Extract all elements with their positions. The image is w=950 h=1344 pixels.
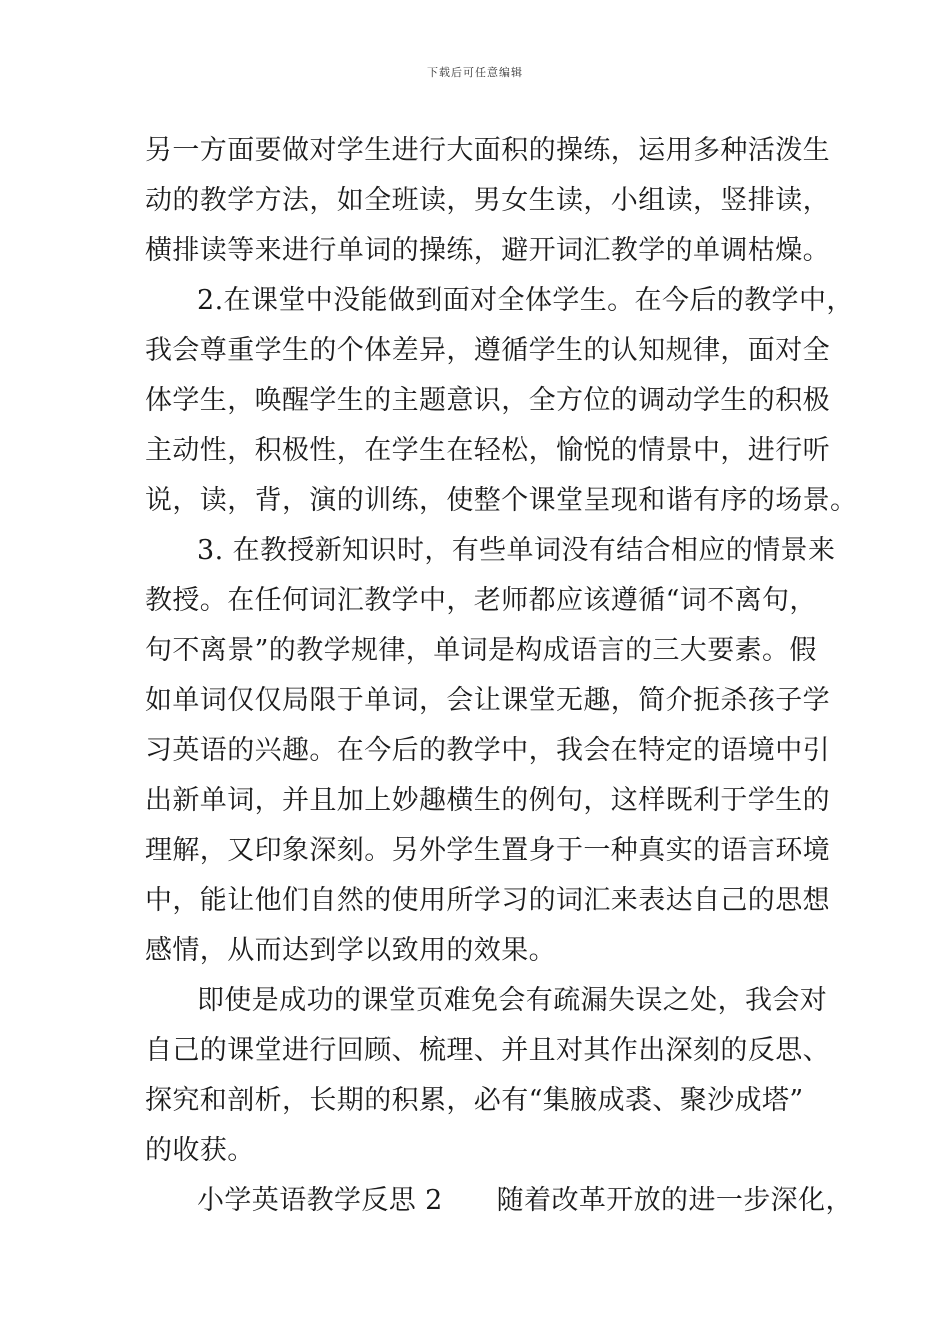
text-line: 动的教学方法，如全班读，男女生读，小组读，竖排读， xyxy=(145,185,830,216)
text-line: 探究和剖析，长期的积累，必有“集腋成裘、聚沙成塔” xyxy=(145,1085,804,1116)
text-line: 自己的课堂进行回顾、梳理、并且对其作出深刻的反思、 xyxy=(145,1035,830,1066)
page-header: 下载后可任意编辑 xyxy=(427,66,523,79)
text-line: 教授。在任何词汇教学中，老师都应该遵循“词不离句， xyxy=(145,585,817,616)
text-line: 体学生，唤醒学生的主题意识，全方位的调动学生的积极 xyxy=(145,385,830,416)
text-line: 主动性，积极性，在学生在轻松，愉悦的情景中，进行听 xyxy=(145,435,830,466)
text-line: 横排读等来进行单词的操练，避开词汇教学的单调枯燥。 xyxy=(145,235,830,266)
text-line: 句不离景”的教学规律，单词是构成语言的三大要素。假 xyxy=(145,635,817,666)
text-line: 如单词仅仅局限于单词，会让课堂无趣，简介扼杀孩子学 xyxy=(145,685,830,716)
text-line: 出新单词，并且加上妙趣横生的例句，这样既利于学生的 xyxy=(145,785,830,816)
text-line: 另一方面要做对学生进行大面积的操练，运用多种活泼生 xyxy=(145,135,830,166)
text-line: 理解，又印象深刻。另外学生置身于一种真实的语言环境 xyxy=(145,835,830,866)
text-line: 3. 在教授新知识时，有些单词没有结合相应的情景来 xyxy=(197,535,836,566)
text-line: 即使是成功的课堂页难免会有疏漏失误之处，我会对 xyxy=(197,985,828,1016)
text-line: 习英语的兴趣。在今后的教学中，我会在特定的语境中引 xyxy=(145,735,830,766)
text-line: 说，读，背，演的训练，使整个课堂呈现和谐有序的场景。 xyxy=(145,485,858,516)
text-line: 的收获。 xyxy=(145,1135,255,1166)
text-line: 感情，从而达到学以致用的效果。 xyxy=(145,935,556,966)
text-line: 中，能让他们自然的使用所学习的词汇来表达自己的思想 xyxy=(145,885,830,916)
text-line: 小学英语教学反思 2 随着改革开放的进一步深化， xyxy=(197,1185,853,1216)
text-line: 我会尊重学生的个体差异，遵循学生的认知规律，面对全 xyxy=(145,335,830,366)
text-line: 2.在课堂中没能做到面对全体学生。在今后的教学中， xyxy=(197,285,854,316)
